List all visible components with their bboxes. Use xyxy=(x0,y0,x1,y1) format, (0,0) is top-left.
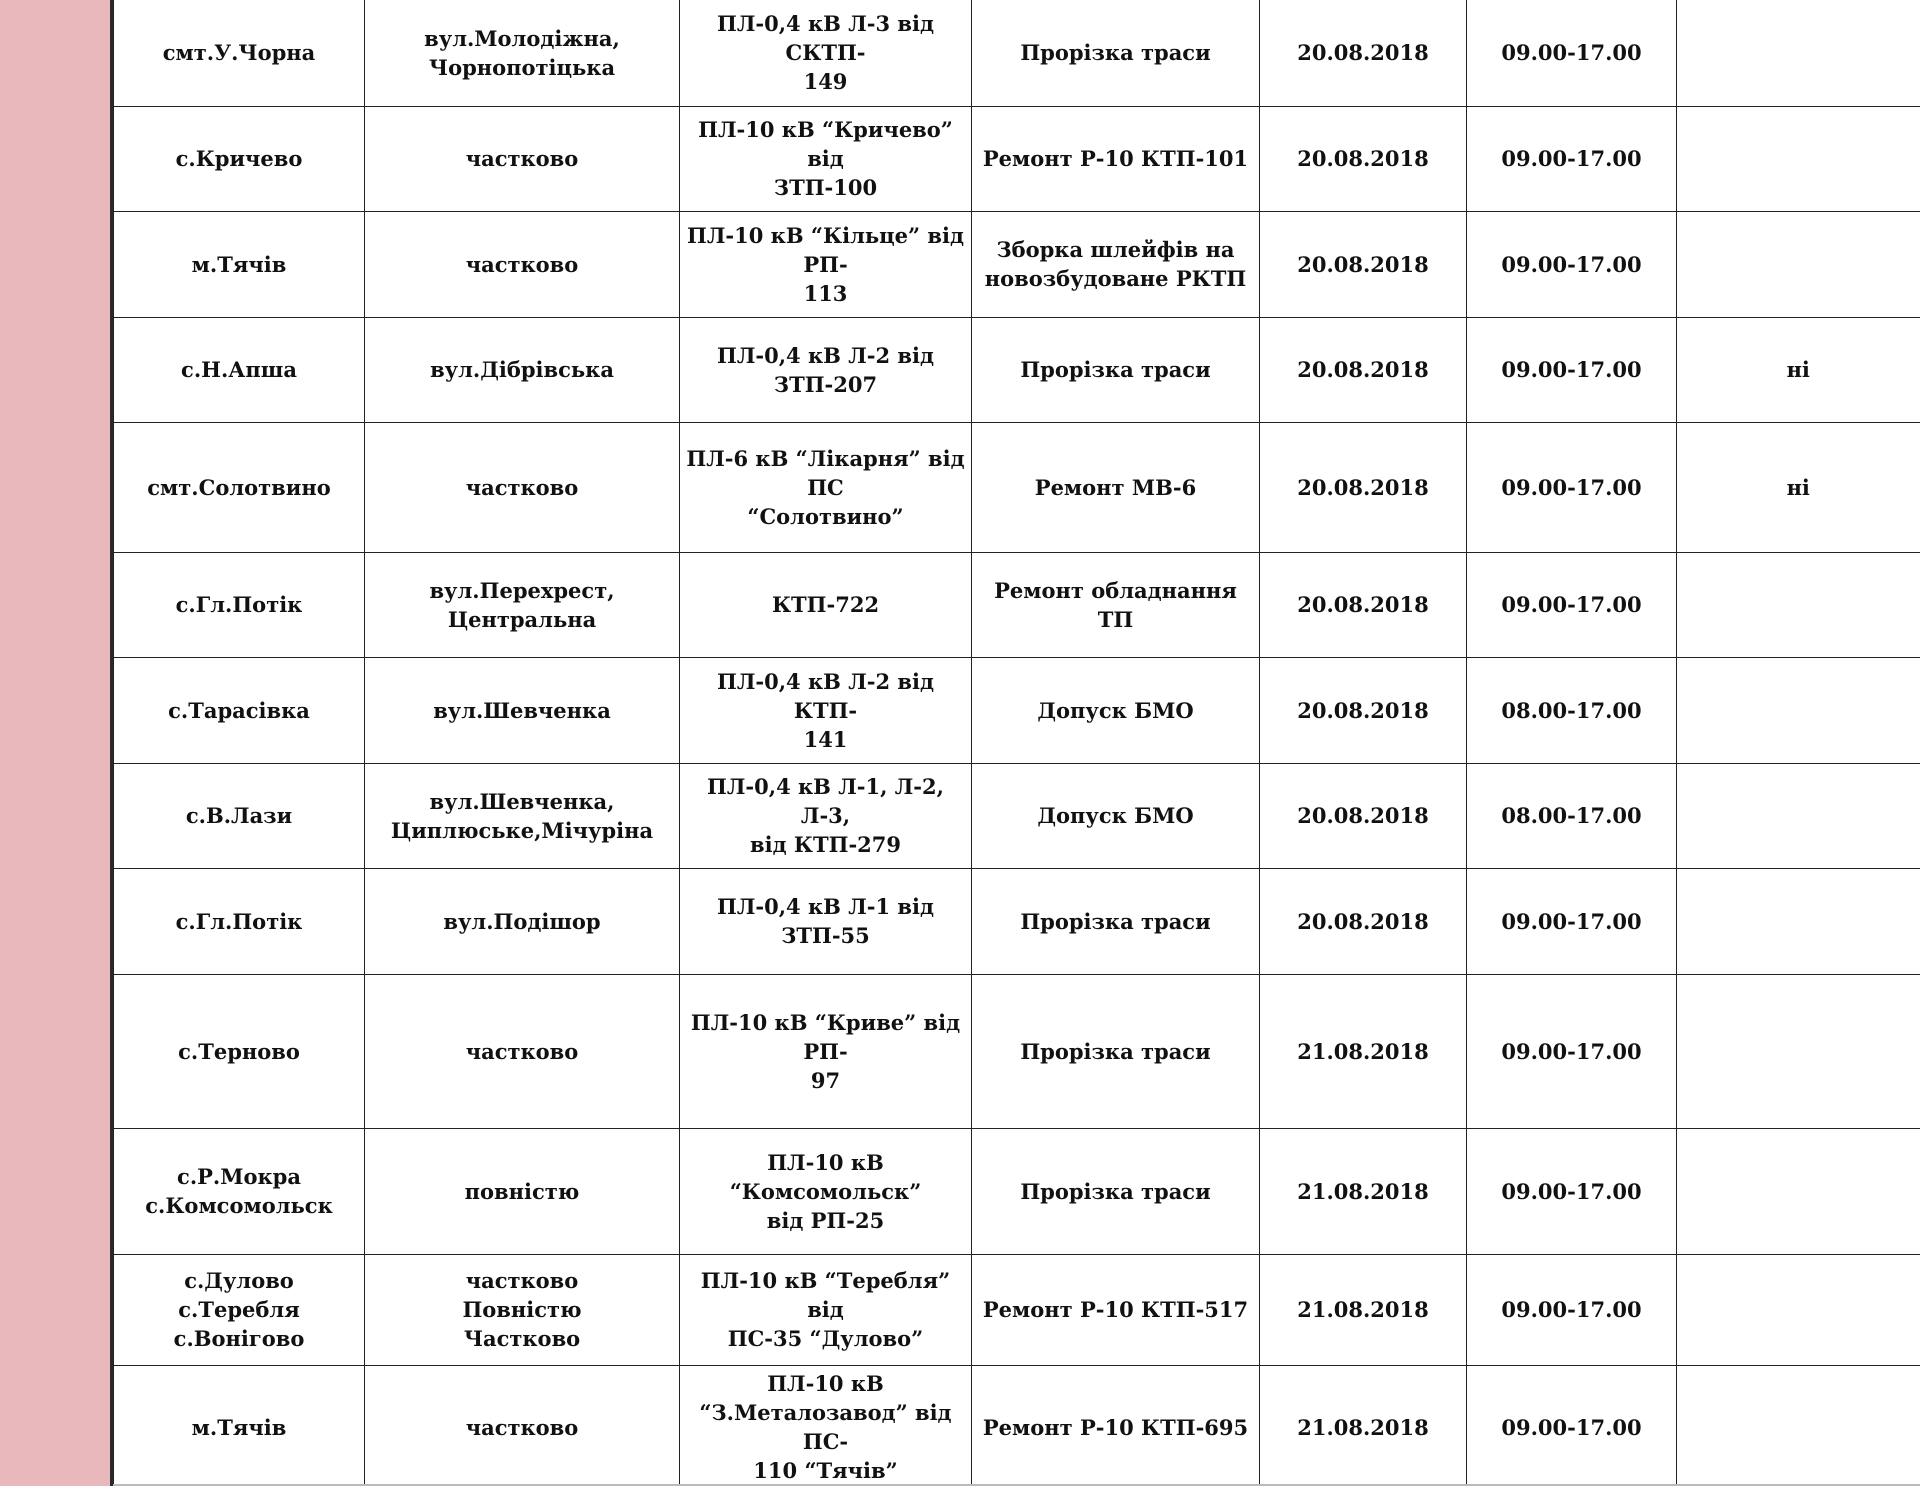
settlement-text: с.Н.Апша xyxy=(181,357,297,382)
time-cell: 09.00-17.00 xyxy=(1467,974,1677,1128)
date-cell: 20.08.2018 xyxy=(1260,211,1467,317)
settlement-text: с.Гл.Потік xyxy=(175,908,303,934)
note-cell xyxy=(1677,868,1920,974)
work-type-text: Прорізка траси xyxy=(1020,908,1211,934)
power-line-text: 110 “Тячів” xyxy=(753,1458,898,1483)
settlement-cell xyxy=(114,1365,365,1486)
table-row xyxy=(114,211,1920,317)
time-cell: 09.00-17.00 xyxy=(1467,0,1677,106)
work-type-text: Ремонт Р-10 КТП-517 xyxy=(982,1297,1249,1322)
date-cell: 20.08.2018 xyxy=(1260,763,1467,868)
street-text: вул.Шевченка, xyxy=(429,788,615,814)
street-text: частково xyxy=(465,474,579,500)
street-cell xyxy=(365,211,680,317)
settlement-text: с.Гл.Потік xyxy=(175,592,303,617)
settlement-text: м.Тячів xyxy=(191,1414,287,1440)
note-cell xyxy=(1677,0,1920,106)
power-line-text: ЗТП-100 xyxy=(773,175,878,200)
time-cell: 09.00-17.00 xyxy=(1467,106,1677,211)
work-type-cell xyxy=(972,1365,1260,1486)
table-row xyxy=(114,1365,1920,1486)
table-row xyxy=(114,0,1920,106)
power-line-text: ПЛ-10 кВ “Кричево” від xyxy=(698,117,953,171)
settlement-cell xyxy=(114,974,365,1128)
power-line-text: ПЛ-0,4 кВ Л-1, Л-2, Л-3, xyxy=(707,774,944,828)
settlement-cell xyxy=(114,0,365,106)
settlement-text: с.Тарасівка xyxy=(168,697,310,723)
work-type-text: Допуск БМО xyxy=(1037,803,1194,828)
power-line-text: ПЛ-10 кВ “Криве” від РП- xyxy=(690,1009,961,1064)
street-cell xyxy=(365,1128,680,1254)
power-line-text: ПЛ-0,4 кВ Л-2 від ЗТП-207 xyxy=(717,342,934,397)
work-type-text: Допуск БМО xyxy=(1037,697,1194,723)
settlement-text: смт.У.Чорна xyxy=(162,40,316,66)
time-cell: 09.00-17.00 xyxy=(1467,552,1677,657)
street-text: Циплюське,Мічуріна xyxy=(390,817,654,843)
table-body xyxy=(114,0,1920,1486)
time-cell: 09.00-17.00 xyxy=(1467,1128,1677,1254)
street-text: вул.Подішор xyxy=(443,908,601,934)
work-type-text: Прорізка траси xyxy=(1020,1038,1211,1064)
date-cell: 20.08.2018 xyxy=(1260,317,1467,422)
work-type-text: Прорізка траси xyxy=(1020,357,1211,382)
settlement-text: м.Тячів xyxy=(191,251,287,277)
settlement-text: с.Теребля xyxy=(178,1297,300,1322)
street-text: вул.Дібрівська xyxy=(430,357,614,382)
street-text: частково xyxy=(465,1268,579,1293)
time-cell: 09.00-17.00 xyxy=(1467,868,1677,974)
date-cell: 20.08.2018 xyxy=(1260,106,1467,211)
note-cell xyxy=(1677,657,1920,763)
street-text: частково xyxy=(465,1414,579,1440)
street-text: повністю xyxy=(464,1178,580,1204)
power-line-cell xyxy=(680,763,972,868)
street-text: Чорнопотіцька xyxy=(428,54,616,80)
work-type-cell xyxy=(972,868,1260,974)
note-cell xyxy=(1677,1254,1920,1365)
power-line-text: ПЛ-6 кВ “Лікарня” від ПС xyxy=(686,445,965,500)
time-cell: 09.00-17.00 xyxy=(1467,1365,1677,1486)
work-type-cell xyxy=(972,657,1260,763)
note-cell xyxy=(1677,1128,1920,1254)
date-cell: 20.08.2018 xyxy=(1260,552,1467,657)
settlement-cell xyxy=(114,422,365,552)
note-cell xyxy=(1677,974,1920,1128)
table-row xyxy=(114,974,1920,1128)
power-line-text: “Солотвино” xyxy=(747,503,904,529)
work-type-text: Ремонт МВ-6 xyxy=(1034,474,1197,500)
settlement-cell xyxy=(114,657,365,763)
settlement-text: с.Р.Мокра xyxy=(177,1164,301,1189)
work-type-cell xyxy=(972,974,1260,1128)
power-line-cell xyxy=(680,1254,972,1365)
power-line-cell xyxy=(680,1128,972,1254)
street-text: вул.Молодіжна, xyxy=(424,25,620,51)
street-text: частково xyxy=(465,1038,579,1064)
street-cell xyxy=(365,422,680,552)
settlement-text: с.Кричево xyxy=(175,146,303,171)
outage-schedule-table xyxy=(113,0,1920,1486)
settlement-cell xyxy=(114,106,365,211)
power-line-cell xyxy=(680,211,972,317)
power-line-cell xyxy=(680,552,972,657)
settlement-text: с.Вонігово xyxy=(173,1326,305,1351)
note-cell xyxy=(1677,1365,1920,1486)
table-row xyxy=(114,657,1920,763)
work-type-text: новозбудоване РКТП xyxy=(984,266,1247,291)
street-cell xyxy=(365,974,680,1128)
work-type-text: Ремонт Р-10 КТП-695 xyxy=(982,1414,1249,1440)
settlement-text: с.Терново xyxy=(178,1038,300,1064)
note-cell xyxy=(1677,763,1920,868)
settlement-text: смт.Солотвино xyxy=(147,474,331,500)
note-cell xyxy=(1677,552,1920,657)
street-cell xyxy=(365,317,680,422)
settlement-cell xyxy=(114,1254,365,1365)
table-row xyxy=(114,106,1920,211)
table-row xyxy=(114,317,1920,422)
power-line-cell xyxy=(680,657,972,763)
street-cell xyxy=(365,763,680,868)
settlement-cell xyxy=(114,1128,365,1254)
table-row xyxy=(114,422,1920,552)
power-line-text: ПЛ-10 кВ “Кільце” від РП- xyxy=(687,222,964,277)
work-type-cell xyxy=(972,0,1260,106)
settlement-cell xyxy=(114,211,365,317)
table-row xyxy=(114,552,1920,657)
work-type-text: Прорізка траси xyxy=(1020,1178,1211,1204)
date-cell: 21.08.2018 xyxy=(1260,1128,1467,1254)
date-cell: 21.08.2018 xyxy=(1260,1254,1467,1365)
date-cell: 20.08.2018 xyxy=(1260,422,1467,552)
power-line-text: ПЛ-0,4 кВ Л-2 від КТП- xyxy=(717,668,934,723)
work-type-cell xyxy=(972,211,1260,317)
street-cell xyxy=(365,552,680,657)
note-cell: ні xyxy=(1677,422,1920,552)
work-type-cell xyxy=(972,763,1260,868)
date-cell: 20.08.2018 xyxy=(1260,868,1467,974)
street-cell xyxy=(365,0,680,106)
note-cell xyxy=(1677,211,1920,317)
power-line-text: 149 xyxy=(803,69,848,95)
street-text: частково xyxy=(465,251,579,277)
work-type-text: Ремонт обладнання ТП xyxy=(994,577,1237,632)
power-line-text: 113 xyxy=(803,280,848,306)
note-cell xyxy=(1677,106,1920,211)
power-line-text: КТП-722 xyxy=(771,592,880,617)
date-cell: 21.08.2018 xyxy=(1260,974,1467,1128)
table-row xyxy=(114,1254,1920,1365)
table-row xyxy=(114,1128,1920,1254)
settlement-cell xyxy=(114,317,365,422)
time-cell: 09.00-17.00 xyxy=(1467,422,1677,552)
work-type-cell xyxy=(972,422,1260,552)
power-line-cell xyxy=(680,1365,972,1486)
settlement-cell xyxy=(114,552,365,657)
power-line-cell xyxy=(680,0,972,106)
power-line-cell xyxy=(680,868,972,974)
settlement-text: с.В.Лази xyxy=(185,803,293,828)
power-line-text: ПЛ-0,4 кВ Л-1 від ЗТП-55 xyxy=(717,894,934,948)
work-type-cell xyxy=(972,317,1260,422)
power-line-text: ПЛ-0,4 кВ Л-3 від СКТП- xyxy=(717,11,934,66)
time-cell: 09.00-17.00 xyxy=(1467,317,1677,422)
work-type-text: Ремонт Р-10 КТП-101 xyxy=(982,146,1249,171)
power-line-cell xyxy=(680,974,972,1128)
power-line-text: ПЛ-10 кВ “Комсомольск” xyxy=(729,1149,922,1204)
power-line-text: ПЛ-10 кВ “Теребля” від xyxy=(700,1268,951,1322)
street-text: Частково xyxy=(463,1326,581,1351)
table-row xyxy=(114,868,1920,974)
time-cell: 09.00-17.00 xyxy=(1467,1254,1677,1365)
work-type-text: Зборка шлейфів на xyxy=(996,237,1235,262)
power-line-text: від РП-25 xyxy=(766,1207,885,1233)
settlement-text: с.Дулово xyxy=(184,1268,294,1293)
power-line-text: “З.Металозавод” від ПС- xyxy=(699,1400,952,1454)
work-type-text: Прорізка траси xyxy=(1020,40,1211,66)
table-row xyxy=(114,763,1920,868)
settlement-text: с.Комсомольск xyxy=(145,1193,333,1218)
settlement-cell xyxy=(114,763,365,868)
date-cell: 20.08.2018 xyxy=(1260,0,1467,106)
street-text: вул.Перехрест, Центральна xyxy=(429,577,615,632)
power-line-cell xyxy=(680,422,972,552)
left-margin-band xyxy=(0,0,110,1486)
work-type-cell xyxy=(972,552,1260,657)
street-cell xyxy=(365,1254,680,1365)
time-cell: 08.00-17.00 xyxy=(1467,657,1677,763)
street-cell xyxy=(365,868,680,974)
date-cell: 21.08.2018 xyxy=(1260,1365,1467,1486)
date-cell: 20.08.2018 xyxy=(1260,657,1467,763)
power-line-cell xyxy=(680,106,972,211)
street-cell xyxy=(365,657,680,763)
street-cell xyxy=(365,1365,680,1486)
work-type-cell xyxy=(972,1254,1260,1365)
power-line-cell xyxy=(680,317,972,422)
power-line-text: 97 xyxy=(810,1067,841,1093)
street-text: Повністю xyxy=(462,1297,582,1322)
note-cell: ні xyxy=(1677,317,1920,422)
work-type-cell xyxy=(972,106,1260,211)
power-line-text: ПЛ-10 кВ xyxy=(767,1371,884,1396)
work-type-cell xyxy=(972,1128,1260,1254)
time-cell: 08.00-17.00 xyxy=(1467,763,1677,868)
street-text: частково xyxy=(465,146,579,171)
street-cell xyxy=(365,106,680,211)
street-text: вул.Шевченка xyxy=(433,697,611,723)
settlement-cell xyxy=(114,868,365,974)
power-line-text: ПС-35 “Дулово” xyxy=(727,1326,924,1351)
power-line-text: 141 xyxy=(803,726,848,752)
time-cell: 09.00-17.00 xyxy=(1467,211,1677,317)
power-line-text: від КТП-279 xyxy=(750,832,901,857)
